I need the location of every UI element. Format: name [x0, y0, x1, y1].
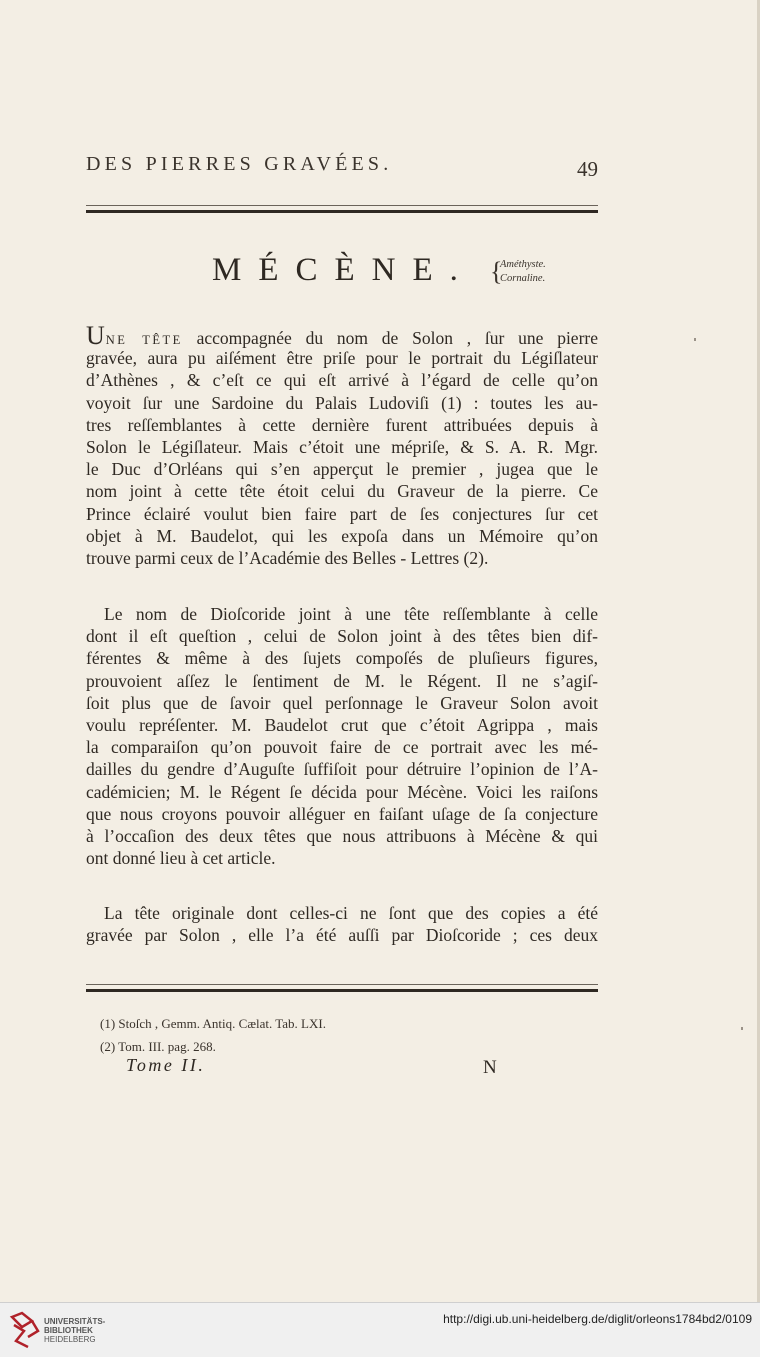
signature-mark: N — [483, 1057, 497, 1078]
text-line: le Duc d’Orléans qui s’en apperçut le premier , jugea que le — [86, 459, 598, 480]
text-line: dailles du gendre d’Auguſte ſuffiſoit pour détruire l’opinion de l’A- — [86, 759, 598, 780]
running-head-title: DES PIERRES GRAVÉES. — [86, 153, 393, 175]
text-line: gravée, aura pu aiſément être priſe pour le portrait du Légiſlateur — [86, 348, 598, 369]
footnotes — [100, 1012, 500, 1058]
library-name-line: HEIDELBERG — [44, 1335, 96, 1344]
text-line: voyoit ſur une Sardoine du Palais Ludoviſi (1) : toutes les au- — [86, 392, 598, 413]
text-line: d’Athènes , & c’eſt ce qui eſt arrivé à l’égard de celle qu’on — [86, 370, 598, 391]
small-caps-opening: NE TÊTE — [105, 333, 183, 347]
text-line: que nous croyons pouvoir alléguer en faiſant uſage de ſa conjecture — [86, 803, 598, 824]
footnote-rule — [86, 984, 598, 992]
volume-label: Tome II. — [126, 1055, 206, 1075]
paragraph-3 — [86, 902, 598, 946]
running-head — [0, 153, 598, 185]
paper-speck — [741, 1027, 743, 1030]
text-line: Le nom de Dioſcoride joint à une tête reſſemblante à celle — [104, 604, 598, 624]
stone-materials — [490, 257, 570, 291]
footnote-1: (1) Stoſch , Gemm. Antiq. Cælat. Tab. LXI. — [100, 1016, 326, 1031]
text-line: férentes & même à des ſujets compoſés de pluſieurs figures, — [86, 648, 598, 669]
text-line: ont donné lieu à cet article. — [86, 848, 276, 869]
text-line: cadémicien; M. le Régent ſe décida pour Mécène. Voici les raiſons — [86, 781, 598, 802]
paragraph-2 — [86, 603, 598, 869]
text-line: Solon le Légiſlateur. Mais c’étoit une mépriſe, & S. A. R. Mgr. — [86, 436, 598, 457]
viewer-footer — [0, 1302, 760, 1357]
text-line: prouvoient aſſez le ſentiment de M. le Régent. Il ne s’agiſ- — [86, 670, 598, 691]
text-line: voulu repréſenter. M. Baudelot crut que c’étoit Agrippa , mais — [86, 714, 598, 735]
drop-cap: U — [86, 321, 106, 350]
stone-cornelian: Cornaline. — [500, 273, 546, 284]
text-line: tres reſſemblantes à cette dernière furent attribuées depuis à — [86, 414, 598, 435]
text-line: ſoit plus que de ſavoir quel perſonnage le Graveur Solon avoit — [86, 692, 598, 713]
section-heading: MÉCÈNE. — [212, 252, 475, 288]
library-name-line: BIBLIOTHEK — [44, 1326, 93, 1335]
text-line: Prince éclairé voulut bien faire part de ſes conjectures ſur cet — [86, 503, 598, 524]
brace-glyph: { — [490, 257, 503, 286]
text-line: la comparaiſon qu’on pouvoit faire de ce portrait avec les mé- — [86, 737, 598, 758]
paragraph-1 — [86, 321, 599, 569]
page-number: 49 — [577, 157, 598, 181]
footnote-2: (2) Tom. III. pag. 268. — [100, 1039, 216, 1054]
text-line: nom joint à cette tête étoit celui du Graveur de la pierre. Ce — [86, 481, 598, 502]
text-line: gravée par Solon , elle l’a été auſſi par Dioſcoride ; ces deux — [86, 925, 598, 946]
library-name — [44, 1317, 105, 1344]
text-line: trouve parmi ceux de l’Académie des Belles - Lettres (2). — [86, 547, 489, 568]
paper-speck — [694, 338, 696, 341]
text-line: dont il eſt queſtion , celui de Solon joint à des têtes bien dif- — [86, 626, 598, 647]
text-line: UNE TÊTE accompagnée du nom de Solon , ſur une pierre — [86, 321, 599, 350]
text-line: à l’occaſion des deux têtes que nous attribuons à Mécène & qui — [86, 825, 598, 846]
university-library-logo-icon[interactable] — [8, 1311, 42, 1349]
top-rule — [86, 205, 598, 213]
library-name-line: UNIVERSITÄTS- — [44, 1317, 106, 1326]
permalink-url[interactable]: http://digi.ub.uni-heidelberg.de/diglit/orleons1784bd2/0109 — [443, 1312, 752, 1326]
stone-amethyst: Améthyste. — [500, 259, 546, 270]
text-line: La tête originale dont celles-ci ne ſont que des copies a été — [104, 903, 598, 923]
text-line: objet à M. Baudelot, qui les expoſa dans un Mémoire qu’on — [86, 525, 598, 546]
